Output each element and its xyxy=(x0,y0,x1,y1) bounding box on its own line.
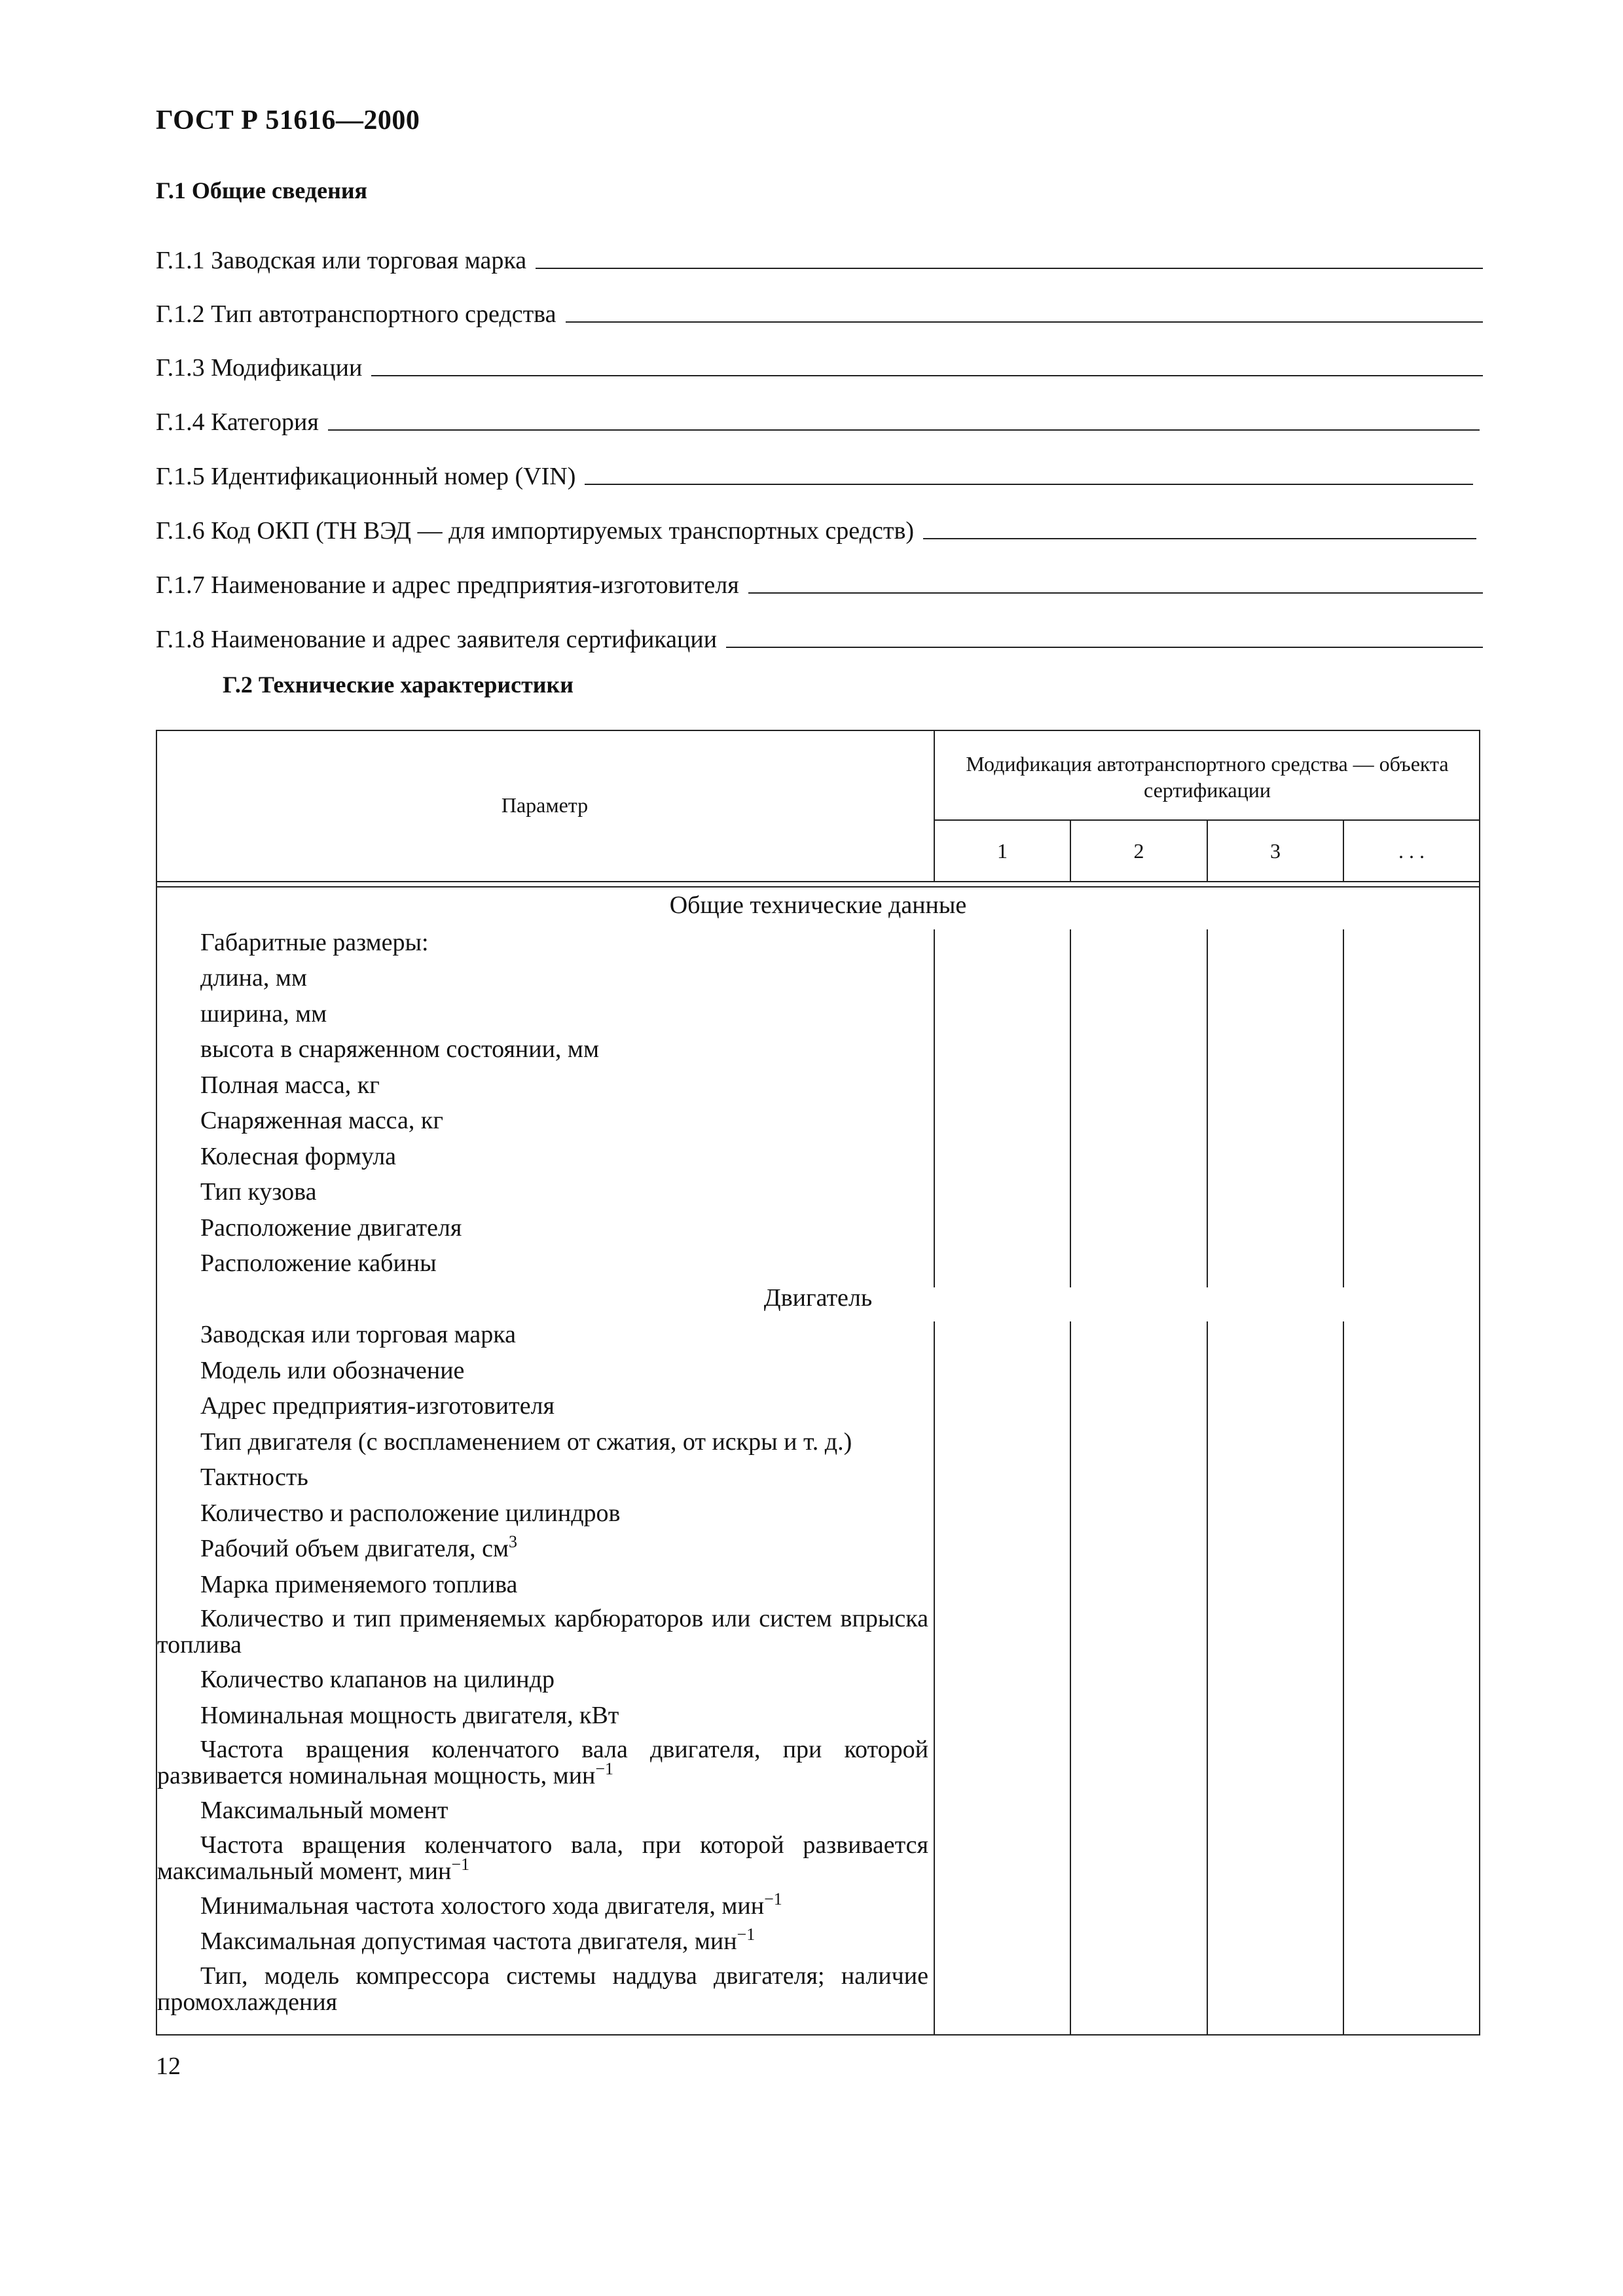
table-row-param xyxy=(157,1212,928,1244)
header-double-line-a xyxy=(156,881,1480,882)
row-text: Количество клапанов на цилиндр xyxy=(200,1666,555,1693)
unit-superscript: −1 xyxy=(737,1925,756,1944)
row-text: Тип кузова xyxy=(200,1178,317,1206)
table-row-param xyxy=(157,1832,928,1887)
row-text: Заводская или торговая марка xyxy=(200,1321,516,1348)
header-modification-group: Модификация автотранспортного средства — объекта сертификации xyxy=(966,752,1449,802)
table-row-param xyxy=(157,1926,928,1960)
table-row-param xyxy=(157,1569,928,1600)
field-blank-line[interactable] xyxy=(923,538,1476,539)
row-text: Снаряженная масса, кг xyxy=(200,1107,443,1134)
column-line xyxy=(1070,1321,1071,2036)
field-label: Г.1.1 Заводская или торговая марка xyxy=(156,247,527,274)
field-blank-line[interactable] xyxy=(536,268,1483,269)
field-blank-line[interactable] xyxy=(748,592,1483,594)
table-row-param xyxy=(157,1890,928,1924)
field-label: Г.1.5 Идентификационный номер (VIN) xyxy=(156,463,576,490)
row-text: Рабочий объем двигателя, см xyxy=(200,1535,509,1562)
table-row-param xyxy=(157,1141,928,1172)
row-text: Марка применяемого топлива xyxy=(200,1570,518,1598)
row-text: Номинальная мощность двигателя, кВт xyxy=(200,1701,619,1729)
field-row xyxy=(156,567,1483,600)
table-row-param xyxy=(157,1247,928,1279)
row-text: Максимальный момент xyxy=(200,1797,448,1824)
header-col-3: 3 xyxy=(1270,839,1281,863)
row-text: Габаритные размеры: xyxy=(200,928,429,956)
row-text: высота в снаряженном состоянии, мм xyxy=(200,1035,600,1063)
column-line xyxy=(934,1321,935,2036)
section-2-title: Г.2 Технические характеристики xyxy=(223,672,574,698)
row-text: Расположение кабины xyxy=(200,1249,437,1277)
table-row-param xyxy=(157,1498,928,1529)
section-1-title: Г.1 Общие сведения xyxy=(156,177,368,204)
field-blank-line[interactable] xyxy=(328,429,1480,431)
field-label: Г.1.8 Наименование и адрес заявителя сертификации xyxy=(156,626,718,653)
row-text: Максимальная допустимая частота двигателя, мин xyxy=(200,1928,737,1955)
unit-superscript: −1 xyxy=(451,1854,470,1874)
document-id: ГОСТ Р 51616—2000 xyxy=(156,105,420,135)
row-text: Тип, модель компрессора системы наддува двигателя; наличие промохлаждения xyxy=(157,1962,928,2016)
field-label: Г.1.4 Категория xyxy=(156,408,319,436)
field-label: Г.1.6 Код ОКП (ТН ВЭД — для импортируемых транспортных средств) xyxy=(156,517,915,545)
field-row xyxy=(156,350,1483,382)
page-number: 12 xyxy=(156,2053,181,2080)
field-label: Г.1.3 Модификации xyxy=(156,354,363,382)
header-param: Параметр xyxy=(501,793,589,817)
header-col-more: . . . xyxy=(1398,839,1425,863)
table-bottom-border xyxy=(156,2034,1480,2036)
row-text: Общие технические данные xyxy=(669,891,967,919)
column-line xyxy=(934,929,935,1287)
row-text: Тип двигателя (с воспламенением от сжатия, от искры и т. д.) xyxy=(200,1427,852,1456)
table-row-param xyxy=(157,1033,928,1065)
column-line xyxy=(1343,929,1344,1287)
table-row-param xyxy=(157,1390,928,1422)
table-row-param xyxy=(157,1462,928,1493)
table-row-param xyxy=(157,1700,928,1731)
unit-superscript: −1 xyxy=(595,1759,614,1778)
header-double-line-b xyxy=(156,886,1480,888)
row-text: длина, мм xyxy=(200,964,307,992)
row-text: Двигатель xyxy=(763,1283,873,1312)
row-text: ширина, мм xyxy=(200,999,327,1028)
table-row-param xyxy=(157,962,928,994)
field-row xyxy=(156,404,1480,437)
column-line xyxy=(1343,1321,1344,2036)
table-row-param xyxy=(157,1426,928,1458)
field-row xyxy=(156,296,1483,329)
table-row-param xyxy=(157,1795,928,1826)
table-row-param xyxy=(157,998,928,1030)
table-row-param xyxy=(157,1176,928,1208)
table-row-param xyxy=(157,1605,928,1658)
table-top-border xyxy=(156,730,1480,731)
column-line xyxy=(1207,1321,1208,2036)
field-row xyxy=(156,512,1476,545)
field-row xyxy=(156,242,1483,275)
field-blank-line[interactable] xyxy=(371,375,1483,376)
unit-superscript: 3 xyxy=(509,1532,517,1551)
row-text: Расположение двигателя xyxy=(200,1213,462,1242)
row-text: Адрес предприятия-изготовителя xyxy=(200,1392,555,1420)
field-blank-line[interactable] xyxy=(726,647,1483,648)
row-text: Модель или обозначение xyxy=(200,1356,465,1384)
row-text: Тактность xyxy=(200,1463,308,1491)
field-row xyxy=(156,458,1473,491)
table-row-param xyxy=(157,1105,928,1136)
table-row-param xyxy=(157,927,928,958)
table-row-param xyxy=(157,1963,928,2015)
field-row xyxy=(156,621,1483,654)
table-row-param xyxy=(157,1355,928,1386)
table-row-param xyxy=(157,1319,928,1350)
unit-superscript: −1 xyxy=(764,1889,782,1909)
technical-specs-table xyxy=(156,730,1480,2039)
table-section-header xyxy=(156,889,1480,921)
row-text: Частота вращения коленчатого вала, при которой развивается максимальный момент, мин xyxy=(157,1831,928,1885)
field-label: Г.1.2 Тип автотранспортного средства xyxy=(156,300,556,328)
row-text: Колесная формула xyxy=(200,1142,397,1170)
row-text: Полная масса, кг xyxy=(200,1071,380,1099)
table-row-param xyxy=(157,1069,928,1101)
row-text: Минимальная частота холостого хода двигателя, мин xyxy=(200,1892,765,1920)
field-blank-line[interactable] xyxy=(566,321,1484,323)
row-text: Количество и расположение цилиндров xyxy=(200,1499,621,1527)
table-section-header xyxy=(156,1282,1480,1314)
table-row-param xyxy=(157,1664,928,1695)
table-row-param xyxy=(157,1533,928,1567)
header-col-1: 1 xyxy=(997,839,1008,863)
table-right-border xyxy=(1479,730,1480,2036)
row-text: Частота вращения коленчатого вала двигателя, при которой развивается номинальная мощность, мин xyxy=(157,1736,928,1789)
header-col-2: 2 xyxy=(1133,839,1144,863)
row-text: Количество и тип применяемых карбюраторов или систем впрыска топлива xyxy=(157,1605,928,1659)
field-label: Г.1.7 Наименование и адрес предприятия-изготовителя xyxy=(156,571,739,599)
column-line xyxy=(1207,929,1208,1287)
field-blank-line[interactable] xyxy=(585,484,1473,485)
table-row-param xyxy=(157,1736,928,1791)
column-line xyxy=(1070,929,1071,1287)
